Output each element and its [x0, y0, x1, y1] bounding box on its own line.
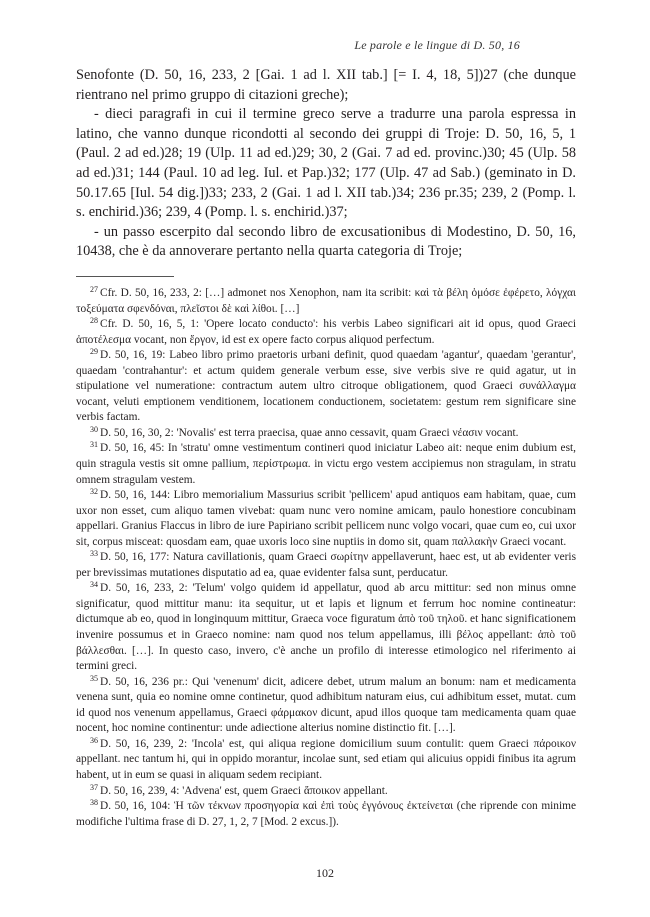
footnote	[76, 348, 576, 426]
body-text	[76, 66, 576, 262]
footnote-number: 33	[90, 549, 98, 559]
footnote-text: D. 50, 16, 104: Ἡ τῶν τέκνων προσηγορία καὶ ἐπὶ τοὺς ἐγγόνους ἐκτείνεται (che riprende con minime modifiche l'ultima frase di D. 27, 1, 2, 7 [Mod. 2 excus.]).	[76, 800, 576, 828]
footnote	[76, 426, 576, 442]
footnote-text: D. 50, 16, 45: In 'stratu' omne vestimentum contineri quod iniciatur Labeo ait: neque enim dubium est, quin stragula vestis sit omne pallium, περίστρωμα. in victu ergo vestem accipiemus non stragulam, in stratu omnem stragulam vestem.	[76, 442, 576, 486]
footnote-text: D. 50, 16, 177: Natura cavillationis, quam Graeci σωρίτην appellaverunt, haec est, ut ab evidenter veris per brevissimas mutationes disputatio ad ea, quae evidenter falsa sunt, perducatur.	[76, 551, 576, 579]
footnote	[76, 441, 576, 488]
footnote-number: 34	[90, 580, 98, 590]
footnote-text: Cfr. D. 50, 16, 5, 1: 'Opere locato conducto': his verbis Labeo significari ait id opus, quod Graeci ἀποτέλεσμα vocant, non ἔργον, id est ex opere facto corpus aliquod perfectum.	[76, 318, 576, 346]
footnote-text: D. 50, 16, 30, 2: 'Novalis' est terra praecisa, quae anno cessavit, quam Graeci νέασιν vocant.	[100, 426, 519, 439]
footnote	[76, 581, 576, 674]
body-paragraph: - dieci paragrafi in cui il termine greco serve a tradurre una parola espressa in latino, che vanno dunque ricondotti al secondo dei gruppi di Troje: D. 50, 16, 5, 1 (Paul. 2 ad ed.)28; 19 (Ulp. 11 ad ed.)29; 30, 2 (Gai. 7 ad ed. provinc.)30; 45 (Ulp. 58 ad ed.)31; 144 (Paul. 10 ad leg. Iul. et Pap.)32; 177 (Ulp. 47 ad Sab.) (geminato in D. 50.17.65 [Iul. 54 dig.])33; 233, 2 (Gai. 1 ad l. XII tab.)34; 236 pr.35; 239, 2 (Pomp. l. s. enchirid.)36; 239, 4 (Pomp. l. s. enchirid.)37;	[76, 106, 576, 221]
footnote-text: D. 50, 16, 236 pr.: Qui 'venenum' dicit, adicere debet, utrum malum an bonum: nam et medicamenta venena sunt, quia eo nomine omne continetur, quod adhibitum naturam eius, cui adhibitum esset, mutat. cum id quod nos venenum appellamus, Graeci φάρμακον dicunt, apud illos quoque tam medicamenta quam quae nocent, hoc nomine continentur: unde adiectione alterius nomine distinctio fit. […].	[76, 675, 576, 735]
footnote-text: D. 50, 16, 144: Libro memorialium Massurius scribit 'pellicem' apud antiquos eam habitam, quae, cum uxor non esset, cum aliquo tamen vivebat: quam nunc vero nomine amicam, paulo honestiore concubinam appellari. Granius Flaccus in libro de iure Papiriano scribit pellicem nunc volgo vocari, quae cum eo, cui uxor sit, corpus misceat: quosdam eam, quae uxoris loco sine nuptiis in domo sit, quam παλλακὴν Graeci vocant.	[76, 489, 576, 548]
footnote	[76, 784, 576, 800]
footnote	[76, 799, 576, 830]
footnote-text: D. 50, 16, 239, 2: 'Incola' est, qui aliqua regione domicilium suum contulit: quem Graeci πάροικον appellant. nec tantum hi, qui in oppido morantur, incolae sunt, sed etiam qui alicuius oppidi finibus ita agrum habent, ut in eum se quasi in aliquam sedem recipiant.	[76, 737, 576, 781]
running-head: Le parole e le lingue di D. 50, 16	[354, 38, 520, 52]
page-number: 102	[316, 866, 334, 880]
footnote-separator	[76, 276, 174, 277]
footnote-number: 30	[90, 424, 98, 434]
footnote-number: 38	[90, 798, 98, 808]
footnote-number: 28	[90, 316, 98, 326]
footnote-number: 32	[90, 487, 98, 497]
body-paragraph: Senofonte (D. 50, 16, 233, 2 [Gai. 1 ad l. XII tab.] [= I. 4, 18, 5])27 (che dunque rientrano nel primo gruppo di citazioni greche);	[76, 67, 576, 103]
footnotes	[76, 286, 576, 830]
footnote-text: Cfr. D. 50, 16, 233, 2: […] admonet nos Xenophon, nam ita scribit: καὶ τὰ βέλη ὁμόσε ἐφέρετο, λόγχαι τοξεύματα σφενδόναι, πλεῖστοι δὲ καὶ λίθοι. […]	[76, 287, 576, 315]
footnote-text: D. 50, 16, 19: Labeo libro primo praetoris urbani definit, quod quaedam 'agantur', quaedam 'gerantur', quaedam 'contrahantur': et actum quidem generale verbum esse, sive verbis sive re quid agatur, ut in stipulatione vel numeratione: contractum autem ultro citroque obligationem, quod Graeci συνάλλαγμα vocant, veluti emptionem venditionem, locationem conductionem, societatem: gestum rem significare sine verbis factam.	[76, 349, 576, 424]
footnote-number: 37	[90, 782, 98, 792]
footnote	[76, 286, 576, 317]
footnote-number: 29	[90, 347, 98, 357]
footnote-number: 36	[90, 735, 98, 745]
footnote-number: 27	[90, 285, 98, 294]
footnote	[76, 488, 576, 550]
footnote	[76, 317, 576, 348]
footnote-number: 31	[90, 440, 98, 450]
footnote	[76, 675, 576, 737]
body-paragraph: - un passo escerpito dal secondo libro de excusationibus di Modestino, D. 50, 16, 10438, che è da annoverare pertanto nella quarta categoria di Troje;	[76, 223, 576, 260]
footnote-text: D. 50, 16, 239, 4: 'Advena' est, quem Graeci ἄποικον appellant.	[100, 784, 388, 797]
footnote	[76, 737, 576, 784]
footnote-text: D. 50, 16, 233, 2: 'Telum' volgo quidem id appellatur, quod ab arcu mittitur: sed non minus omne significatur, quod mittitur manu: ita sequitur, ut et lapis et lignum et ferrum hoc nomine contineatur: dictumque ab eo, quod in longinquum mittitur, Graeca voce figuratum ἀπὸ τοῦ τηλοῦ. et hanc significationem invenire possumus et in Graeco nomine: nam quod nos telum appellamus, illi βέλος appellant: ἀπὸ τοῦ βάλλεσθαι. […]. In questo caso, invero, c'è anche un profilo di interesse etimologico nel riferimento ai termini greci.	[76, 582, 576, 673]
footnote	[76, 550, 576, 581]
footnote-number: 35	[90, 673, 98, 683]
